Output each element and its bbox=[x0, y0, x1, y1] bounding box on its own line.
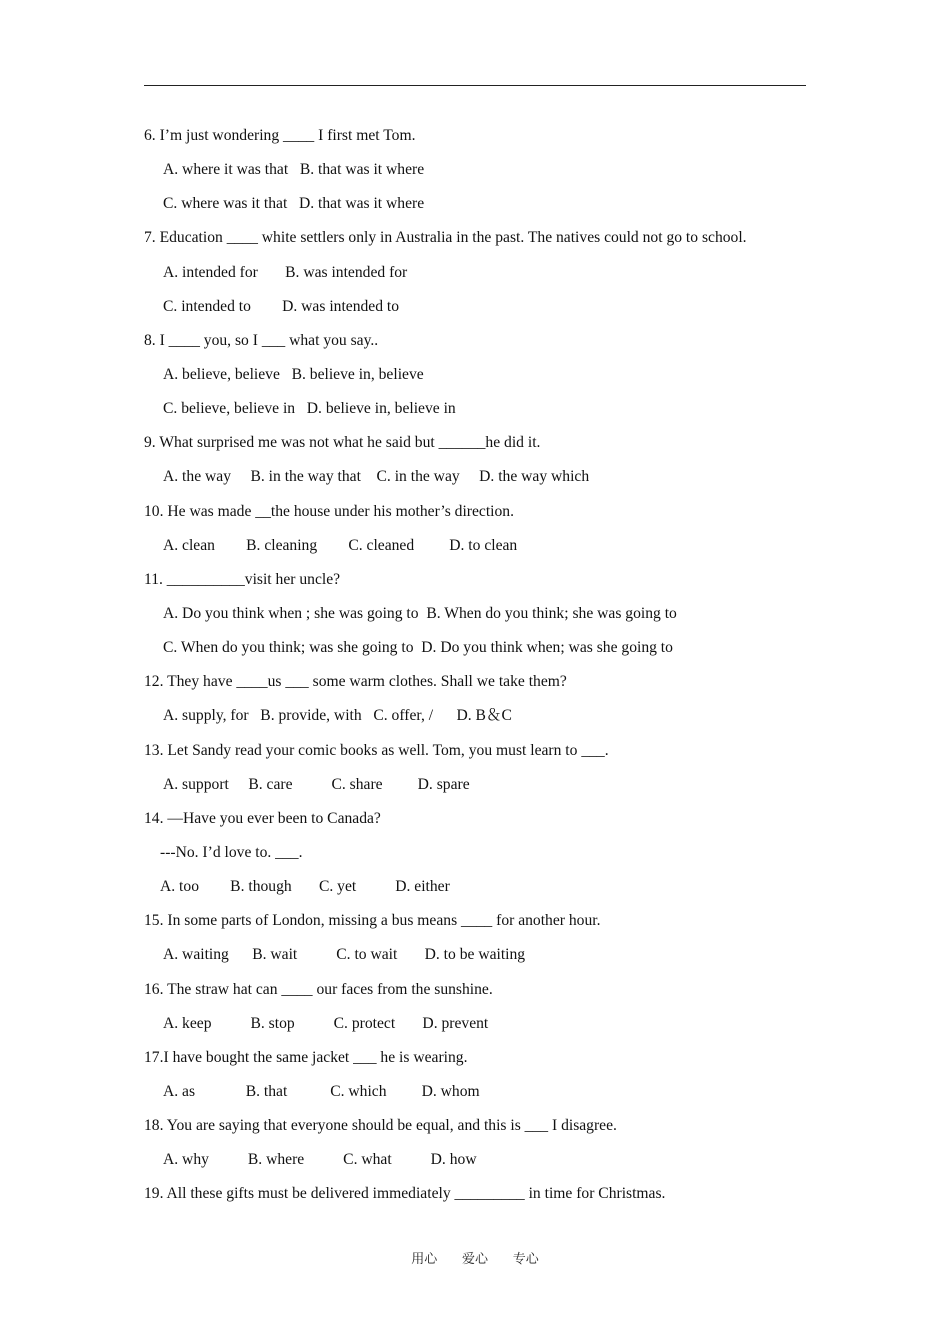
question-9: 9. What surprised me was not what he said but ______he did it. bbox=[144, 434, 541, 452]
dialogue-line: ---No. I’d love to. ___. bbox=[160, 843, 303, 861]
option-line: A. supply, for B. provide, with C. offer, / D. B＆C bbox=[163, 707, 512, 725]
option-line: A. the way B. in the way that C. in the way D. the way which bbox=[163, 468, 590, 486]
option-line: A. clean B. cleaning C. cleaned D. to clean bbox=[163, 536, 518, 554]
question-16: 16. The straw hat can ____ our faces from the sunshine. bbox=[144, 980, 493, 998]
option-line: A. Do you think when ; she was going to B. When do you think; she was going to bbox=[163, 604, 677, 622]
option-line: A. believe, believe B. believe in, believe bbox=[163, 365, 424, 383]
option-line: C. believe, believe in D. believe in, believe in bbox=[163, 400, 456, 418]
option-line: A. too B. though C. yet D. either bbox=[160, 878, 450, 896]
option-line: A. keep B. stop C. protect D. prevent bbox=[163, 1014, 489, 1032]
question-18: 18. You are saying that everyone should be equal, and this is ___ I disagree. bbox=[144, 1117, 617, 1135]
question-12: 12. They have ____us ___ some warm clothes. Shall we take them? bbox=[144, 673, 567, 691]
option-line: A. support B. care C. share D. spare bbox=[163, 775, 470, 793]
option-line: A. as B. that C. which D. whom bbox=[163, 1082, 480, 1100]
question-11: 11. __________visit her uncle? bbox=[144, 570, 341, 588]
option-line: A. where it was that B. that was it where bbox=[163, 161, 425, 179]
question-14: 14. —Have you ever been to Canada? bbox=[144, 809, 381, 827]
option-line: C. where was it that D. that was it where bbox=[163, 195, 425, 213]
page-footer: 用心 爱心 专心 bbox=[411, 1252, 539, 1267]
option-line: A. why B. where C. what D. how bbox=[163, 1151, 477, 1169]
question-15: 15. In some parts of London, missing a bus means ____ for another hour. bbox=[144, 912, 601, 930]
option-line: C. intended to D. was intended to bbox=[163, 297, 400, 315]
header-rule bbox=[144, 85, 806, 86]
option-line: A. waiting B. wait C. to wait D. to be waiting bbox=[163, 946, 526, 964]
option-line: C. When do you think; was she going to D. Do you think when; was she going to bbox=[163, 639, 673, 657]
question-17: 17.I have bought the same jacket ___ he is wearing. bbox=[144, 1048, 468, 1066]
question-8: 8. I ____ you, so I ___ what you say.. bbox=[144, 331, 379, 349]
option-line: A. intended for B. was intended for bbox=[163, 263, 408, 281]
question-6: 6. I’m just wondering ____ I first met Tom. bbox=[144, 127, 416, 144]
question-7: 7. Education ____ white settlers only in Australia in the past. The natives could not go to school. bbox=[144, 229, 747, 247]
question-19: 19. All these gifts must be delivered immediately _________ in time for Christmas. bbox=[144, 1185, 666, 1203]
question-13: 13. Let Sandy read your comic books as well. Tom, you must learn to ___. bbox=[144, 741, 609, 759]
question-list bbox=[144, 124, 824, 1217]
question-10: 10. He was made __the house under his mother’s direction. bbox=[144, 502, 514, 520]
